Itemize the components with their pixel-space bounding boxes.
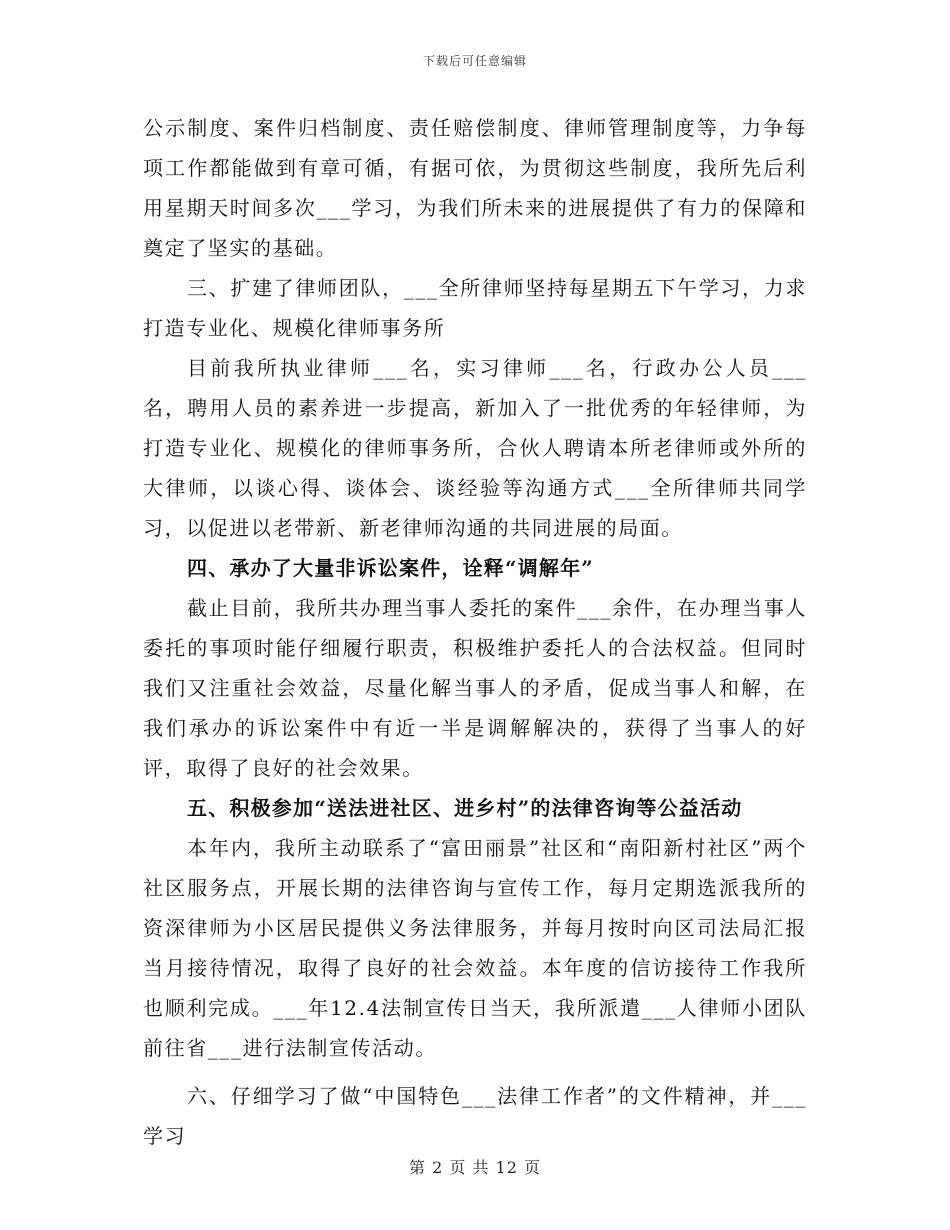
document-body	[143, 108, 807, 1156]
page-header-note: 下载后可任意编辑	[422, 54, 527, 68]
section-three-line: 三、扩建了律师团队，___全所律师坚持每星期五下午学习，力求打造专业化、规模化律师事务所	[143, 276, 807, 340]
heading-section-five: 五、积极参加“送法进社区、进乡村”的法律咨询等公益活动	[187, 796, 743, 820]
paragraph-continuation: 公示制度、案件归档制度、责任赔偿制度、律师管理制度等，力争每项工作都能做到有章可循，有据可依，为贯彻这些制度，我所先后利用星期天时间多次___学习，为我们所未来的进展提供了有力的保障和奠定了坚实的基础。	[143, 116, 807, 260]
page-number: 第 2 页 共 12 页	[409, 1158, 541, 1177]
section-six-line: 六、仔细学习了做“中国特色___法律工作者”的文件精神，并___学习	[143, 1084, 807, 1148]
paragraph-cases: 截止目前，我所共办理当事人委托的案件___余件，在办理当事人委托的事项时能仔细履行职责，积极维护委托人的合法权益。但同时我们又注重社会效益，尽量化解当事人的矛盾，促成当事人和解，在我们承办的诉讼案件中有近一半是调解解决的，获得了当事人的好评，取得了良好的社会效果。	[143, 596, 807, 780]
paragraph-team: 目前我所执业律师___名，实习律师___名，行政办公人员___名，聘用人员的素养进一步提高，新加入了一批优秀的年轻律师，为打造专业化、规模化的律师事务所，合伙人聘请本所老律师或外所的大律师，以谈心得、谈体会、谈经验等沟通方式___全所律师共同学习，以促进以老带新、新老律师沟通的共同进展的局面。	[143, 356, 807, 540]
heading-section-four: 四、承办了大量非诉讼案件，诠释“调解年”	[187, 556, 595, 580]
paragraph-community: 本年内，我所主动联系了“富田丽景”社区和“南阳新村社区”两个社区服务点，开展长期的法律咨询与宣传工作，每月定期选派我所的资深律师为小区居民提供义务法律服务，并每月按时向区司法局汇报当月接待情况，取得了良好的社会效益。本年度的信访接待工作我所也顺利完成。___年12.4法制宣传日当天，我所派遣___人律师小团队前往省___进行法制宣传活动。	[143, 836, 807, 1060]
